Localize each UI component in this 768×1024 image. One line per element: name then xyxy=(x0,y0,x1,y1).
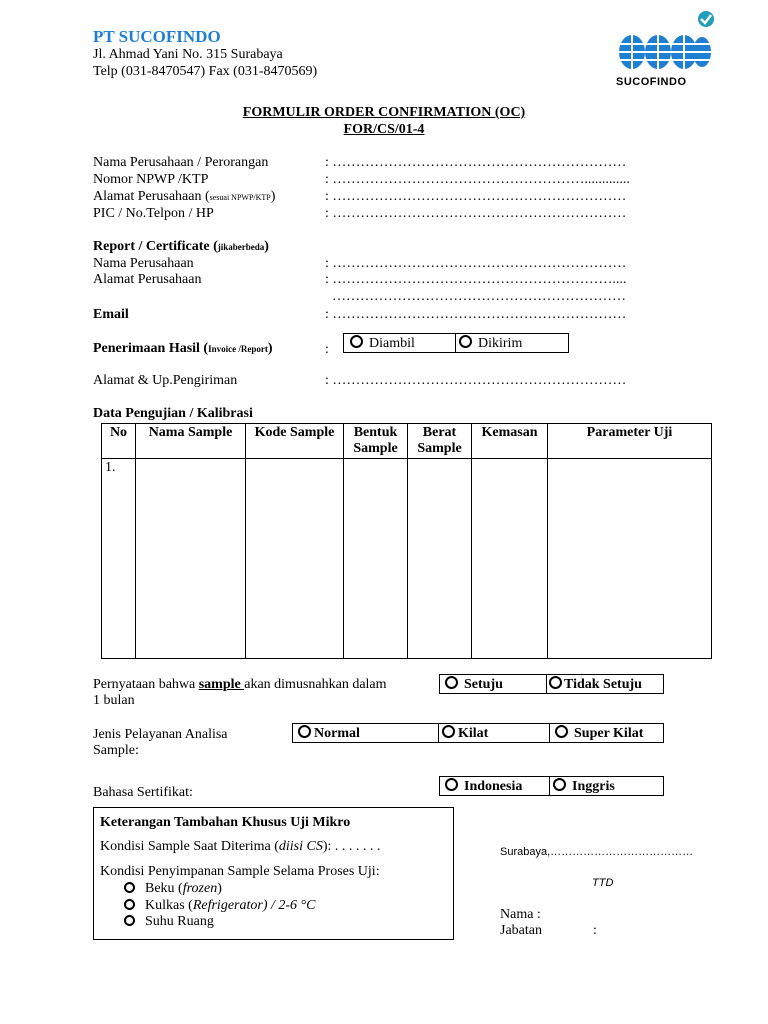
cell-kode-sample[interactable] xyxy=(246,459,344,659)
radio-icon xyxy=(553,778,566,791)
checkmark-badge-icon xyxy=(698,11,714,27)
alamat-perusahaan-label: Alamat Perusahaan (sesuai NPWP/KTP) xyxy=(93,189,276,204)
company-name: PT SUCOFINDO xyxy=(93,27,221,46)
penerimaan-colon: : xyxy=(325,342,329,357)
kondisi-penyimpanan: Kondisi Penyimpanan Sample Selama Proses Uji: xyxy=(100,864,380,879)
cell-bentuk-sample[interactable] xyxy=(344,459,408,659)
col-berat-sample: Berat Sample xyxy=(408,424,472,459)
option-tidak-setuju[interactable]: Tidak Setuju xyxy=(549,676,642,693)
company-address: Jl. Ahmad Yani No. 315 Surabaya xyxy=(93,47,283,62)
option-diambil[interactable]: Diambil xyxy=(350,335,415,352)
cell-parameter-uji[interactable] xyxy=(548,459,712,659)
company-phone: Telp (031-8470547) Fax (031-8470569) xyxy=(93,64,318,79)
bahasa-label: Bahasa Sertifikat: xyxy=(93,785,193,800)
penerimaan-options xyxy=(343,333,569,353)
sign-place-date[interactable]: Surabaya,………………………………… xyxy=(500,846,694,858)
sign-jabatan: Jabatan xyxy=(500,923,542,938)
table-header-row xyxy=(102,424,712,459)
option-setuju[interactable]: Setuju xyxy=(445,676,503,693)
option-kulkas[interactable]: Kulkas (Refrigerator) / 2-6 °C xyxy=(124,898,315,914)
form-title: FORMULIR ORDER CONFIRMATION (OC) xyxy=(242,105,526,120)
pernyataan-options xyxy=(439,674,664,694)
nama-perusahaan-field[interactable]: : ……………………………………………………… xyxy=(325,155,627,170)
penerimaan-label: Penerimaan Hasil (Invoice /Report) xyxy=(93,341,273,356)
option-beku[interactable]: Beku (frozen) xyxy=(124,881,222,897)
option-super-kilat[interactable]: Super Kilat xyxy=(555,725,643,742)
pic-label: PIC / No.Telpon / HP xyxy=(93,206,214,221)
pengiriman-field[interactable]: : ……………………………………………………… xyxy=(325,373,627,388)
radio-icon xyxy=(298,725,311,738)
option-inggris[interactable]: Inggris xyxy=(553,778,615,795)
cell-nama-sample[interactable] xyxy=(136,459,246,659)
option-normal[interactable]: Normal xyxy=(298,725,360,742)
radio-icon xyxy=(350,335,363,348)
option-kilat[interactable]: Kilat xyxy=(442,725,488,742)
email-field[interactable]: : ……………………………………………………… xyxy=(325,307,627,322)
radio-icon xyxy=(549,676,562,689)
nama-perusahaan-label: Nama Perusahaan / Perorangan xyxy=(93,155,269,170)
report-alamat-label: Alamat Perusahaan xyxy=(93,272,202,287)
sign-ttd: TTD xyxy=(592,877,614,889)
radio-icon xyxy=(445,778,458,791)
pernyataan-text: Pernyataan bahwa sample akan dimusnahkan dalam xyxy=(93,677,387,692)
option-indonesia[interactable]: Indonesia xyxy=(445,778,522,795)
alamat-perusahaan-field[interactable]: : ……………………………………………………… xyxy=(325,189,627,204)
table-title: Data Pengujian / Kalibrasi xyxy=(93,406,253,421)
npwp-field[interactable]: : ………………………………………………............. xyxy=(325,172,630,187)
sign-nama: Nama : xyxy=(500,907,541,922)
npwp-label: Nomor NPWP /KTP xyxy=(93,172,209,187)
pengiriman-label: Alamat & Up.Pengiriman xyxy=(93,373,238,388)
radio-icon xyxy=(124,915,135,926)
report-nama-label: Nama Perusahaan xyxy=(93,256,194,271)
pic-field[interactable]: : ……………………………………………………… xyxy=(325,206,627,221)
col-nama-sample: Nama Sample xyxy=(136,424,246,459)
cell-kemasan[interactable] xyxy=(472,459,548,659)
report-alamat-field-2[interactable]: ……………………………………………………… xyxy=(332,289,626,304)
bahasa-options xyxy=(439,776,664,796)
kondisi-diterima: Kondisi Sample Saat Diterima (diisi CS): . . . . . . . xyxy=(100,839,381,854)
radio-icon xyxy=(459,335,472,348)
option-suhu-ruang[interactable]: Suhu Ruang xyxy=(124,914,214,930)
radio-icon xyxy=(442,725,455,738)
pernyataan-text-2: 1 bulan xyxy=(93,693,135,708)
radio-icon xyxy=(445,676,458,689)
radio-icon xyxy=(555,725,568,738)
col-kode-sample: Kode Sample xyxy=(246,424,344,459)
email-label: Email xyxy=(93,307,129,322)
cell-no[interactable]: 1. xyxy=(102,459,136,659)
col-kemasan: Kemasan xyxy=(472,424,548,459)
col-no: No xyxy=(102,424,136,459)
sucofindo-logo xyxy=(614,10,714,92)
radio-icon xyxy=(124,882,135,893)
table-row xyxy=(102,459,712,659)
report-nama-field[interactable]: : ……………………………………………………… xyxy=(325,256,627,271)
sign-jabatan-colon: : xyxy=(593,923,597,938)
jenis-label-2: Sample: xyxy=(93,743,139,758)
jenis-options xyxy=(292,723,664,743)
jenis-label: Jenis Pelayanan Analisa xyxy=(93,727,228,742)
cell-berat-sample[interactable] xyxy=(408,459,472,659)
col-parameter-uji: Parameter Uji xyxy=(548,424,712,459)
option-dikirim[interactable]: Dikirim xyxy=(459,335,522,352)
keterangan-title: Keterangan Tambahan Khusus Uji Mikro xyxy=(100,815,351,830)
sample-table xyxy=(101,423,712,659)
logo-wordmark: SUCOFINDO xyxy=(616,76,687,88)
report-heading: Report / Certificate (jikaberbeda) xyxy=(93,239,269,254)
radio-icon xyxy=(124,899,135,910)
form-code: FOR/CS/01-4 xyxy=(343,122,425,137)
keterangan-box xyxy=(93,807,454,940)
report-alamat-field[interactable]: : …………………………………………………….... xyxy=(325,272,627,287)
col-bentuk-sample: Bentuk Sample xyxy=(344,424,408,459)
